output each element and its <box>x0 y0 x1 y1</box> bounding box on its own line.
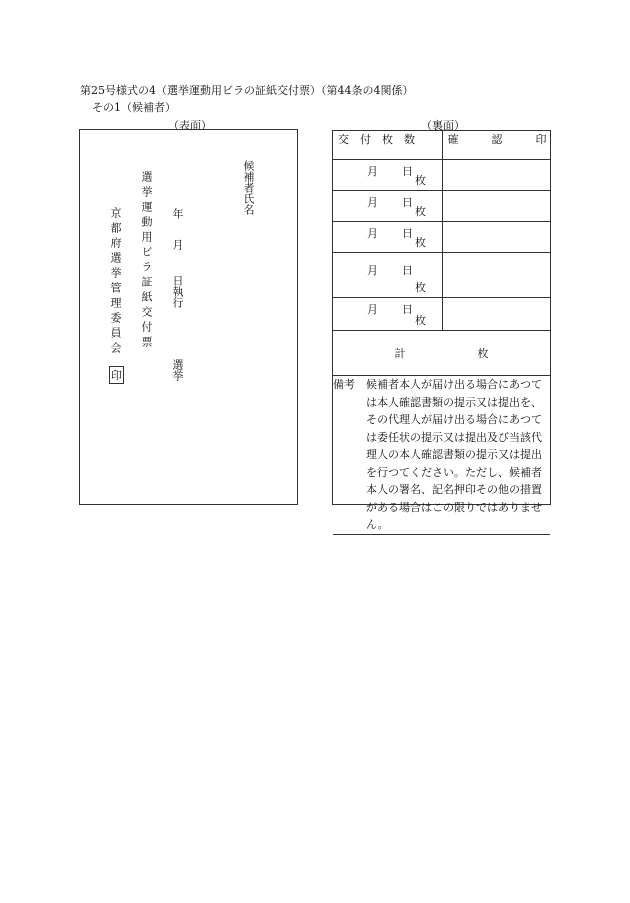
table-row <box>333 222 550 253</box>
table-row <box>333 298 550 331</box>
total-label: 計 <box>394 347 406 360</box>
day-text: 日 <box>402 196 413 209</box>
sheets-unit: 枚 <box>415 205 426 218</box>
sheets-unit: 枚 <box>415 174 426 187</box>
back-side-label: （裏面） <box>421 119 465 132</box>
certificate-title: 選挙運動用ビラ証紙交付票 <box>140 171 153 351</box>
remarks-text: 候補者本人が届け出る場合にあつては本人確認書類の提示又は提出を、その代理人が届け出る場合にあつては委任状の提示又は提出及び当該代理人の本人確認書類の提示又は提出を行つてください。ただし、候補者本人の署名、記名押印その他の措置がある場合はこの限りではありません。 <box>366 378 542 531</box>
seal-cell[interactable] <box>442 191 550 222</box>
month-label: 月 <box>171 239 184 250</box>
day-execution-label: 日執行 <box>171 275 184 308</box>
month-text: 月 <box>367 196 378 209</box>
seal-cell[interactable] <box>442 222 550 253</box>
day-text: 日 <box>402 264 413 277</box>
form-subtitle: その1（候補者） <box>92 101 176 114</box>
remarks-label: 備考 <box>333 378 355 391</box>
month-text: 月 <box>367 264 378 277</box>
header-issued-sheets: 交 付 枚 数 <box>333 131 442 160</box>
election-label: 選挙 <box>171 359 184 381</box>
month-text: 月 <box>367 227 378 240</box>
total-unit: 枚 <box>477 347 489 360</box>
year-label: 年 <box>171 208 184 219</box>
month-text: 月 <box>367 303 378 316</box>
table-row <box>333 191 550 222</box>
front-side-panel <box>79 129 298 505</box>
month-text: 月 <box>367 165 378 178</box>
issuance-record-table <box>333 131 550 535</box>
day-text: 日 <box>402 165 413 178</box>
table-row <box>333 160 550 191</box>
back-side-panel <box>332 130 551 531</box>
sheets-unit: 枚 <box>415 281 426 294</box>
seal-mark: 印 <box>109 366 124 384</box>
committee-name: 京都府選挙管理委員会 <box>109 207 122 357</box>
header-confirmation-seal: 確 認 印 <box>442 131 550 160</box>
sheets-unit: 枚 <box>415 314 426 327</box>
day-text: 日 <box>402 227 413 240</box>
table-row <box>333 253 550 298</box>
seal-cell[interactable] <box>442 160 550 191</box>
day-text: 日 <box>402 303 413 316</box>
form-title: 第25号様式の4（選挙運動用ビラの証紙交付票）（第44条の4関係） <box>80 84 414 97</box>
front-side-label: （表面） <box>168 119 212 132</box>
total-row <box>333 331 550 376</box>
seal-cell[interactable] <box>442 253 550 298</box>
sheets-unit: 枚 <box>415 236 426 249</box>
remarks-row <box>333 376 550 535</box>
candidate-name-label: 候補者氏名 <box>242 160 255 215</box>
seal-cell[interactable] <box>442 298 550 331</box>
